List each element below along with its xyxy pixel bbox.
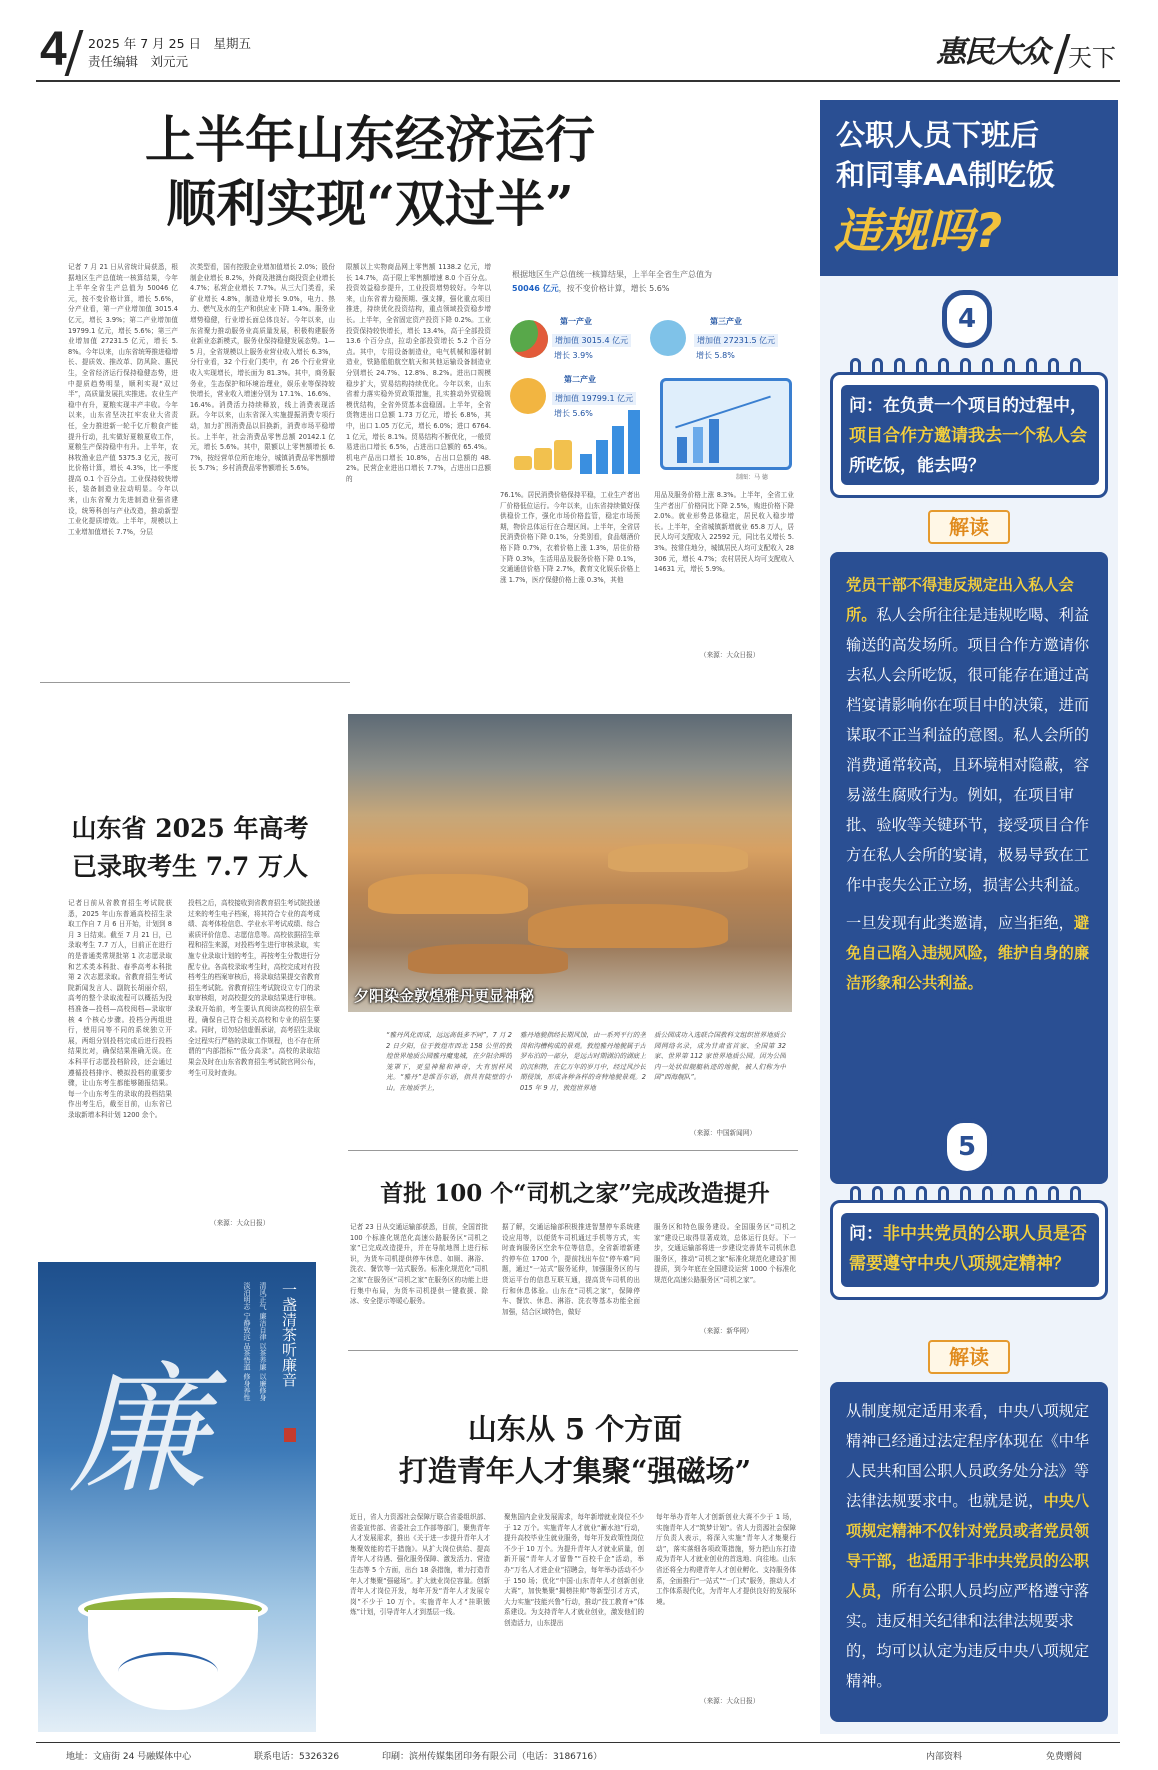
tertiary-industry-panel: [650, 316, 794, 368]
worker-icon: [510, 378, 546, 414]
gaokao-col2: 投档之后，高校接收到省教育招生考试院投递过来的考生电子档案，将其符合专业的高考成绩、高考体检信息、学业水平考试成绩、综合素质评价信息、志愿信息等。高校依据招生章程和招生来源，对投档考生进行审核录取，实施专业录取计划的考生，再按考生分数进行分配专业。各高校录取考生时，高校完成对有投档考生的档案审核后，将录取结果提交省教育招生考试院。省教育招生考试院设立专门的录取审核组，对高校提交的录取结果进行审核。录取开始前，考生要认真阅读高校的招生章程，确保自己符合相关高校和专业的招生要求。同时，切勿轻信虚假承诺，高考招生录取全过程实行严格的录取工作规程，也不存在所谓的“内部指标”“低分高录”。高校的录取结果会及时在山东省教育招生考试院官网公布，考生可及时查询。: [188, 899, 320, 1077]
secondary-added: 增加值 19799.1 亿元: [552, 392, 636, 405]
footer-internal: 内部资料: [926, 1752, 963, 1762]
gaokao-title: [40, 810, 340, 886]
qa-title-box: [820, 100, 1118, 276]
qingnian-col1: 近日，省人力资源社会保障厅联合省委组织部、省委宣传部、省委社会工作部等部门，聚焦青年人才发展需求，推出《关于进一步提升青年人才集聚效能的若干措施》。从扩大岗位供给、提高青年人才待遇、强化服务保障、激发活力、营造生态等 5 个方面，出台 18 条措施，着力打造青年人才集聚“强磁场”。扩大就业岗位容量。创新青年人才岗位开发，每年开发“青年人才发展专岗”不少于 10 万个。实施青年人才“挂职锻炼”计划，引导青年人才到基层一线。: [350, 1513, 490, 1617]
growth-bar-chart-icon: [580, 404, 650, 474]
footer-free: 免费赠阅: [1046, 1752, 1083, 1762]
siji-title: 首批 100 个“司机之家”完成改造提升: [380, 1180, 770, 1207]
editor: 责任编辑 刘元元: [88, 54, 189, 69]
footer-phone: 联系电话：5326326: [254, 1752, 340, 1762]
lead-title-line1: 上半年山东经济运行: [145, 110, 595, 169]
poster-slogan: 一盏清茶听廉音: [280, 1282, 298, 1387]
page-number: 4: [40, 23, 67, 76]
q4-answer-para1: 党员干部不得违反规定出入私人会所。私人会所往往是违规吃喝、利益输送的高发场所。项目合作方邀请你去私人会所吃饭，很可能存在通过高档宴请影响你在项目中的决策，进而谋取不正当利益的意图。私人会所的消费通常较高，且环境相对隐蔽，容易滋生腐败行为。例如，在项目审批、验收等关键环节，接受项目合作方在私人会所的宴请，极易导致在工作中丧失公正立场，损害公共利益。: [846, 576, 1089, 894]
slash-icon: [65, 30, 84, 76]
gaokao-title-line2: 已录取考生 7.7 万人: [72, 852, 308, 881]
q5-question: [841, 1213, 1099, 1287]
lead-title-line2: 顺利实现“双过半”: [166, 174, 574, 233]
lead-col3: 限额以上实物商品网上零售额 1138.2 亿元，增长 14.7%，高于限上零售额增速 8.0 个百分点。投资效益稳步提升，工业投资增势较好。今年以来，山东省着力稳预期、强支撑，强化重点项目推进，持续优化投资结构，重点领域投资稳步增长。上半年，全省固定资产投资下降 0.2%。工业投资保持较快增长，增长 13.4%，高于全部投资 13.6 个百分点，拉动全部投资增长 5.2 个百分点。其中，专用设备制造业，电气机械和器材制造业，铁路船舶航空航天和其他运输设备制造业分别增长 24.7%、12.8%、8.2%。进出口规模稳步扩大，贸易结构持续优化。今年以来，山东省着力落实稳外贸政策措施，扎实推动外贸稳规模优结构，全省外贸基本盘稳固。上半年，全省货物进出口总额 1.73 万亿元，增长 6.8%，其中，出口 1.05 万亿元，增长 6.0%；进口 6764.1 亿元，增长 8.1%。贸易结构不断优化，一般贸易进出口增长 6.5%，占进出口总额的 65.4%。机电产品出口增长 10.8%，占出口总额的 48.2%。民营企业进出口增长 7.7%，占进出口总额的: [346, 263, 491, 483]
q4-question: [841, 385, 1099, 485]
gaokao-title-line1: 山东省 2025 年高考: [71, 814, 309, 843]
q5-number-badge: [942, 1118, 992, 1176]
tertiary-growth: 增长 5.8%: [696, 351, 735, 360]
footer-printer: 印刷：滨州传媒集团印务有限公司（电话：3186716）: [382, 1752, 603, 1762]
q4-answer: [830, 552, 1108, 1184]
infographic-intro: 根据地区生产总值统一核算结果，上半年全省生产总值为 50046 亿元，按不变价格计算，增长 5.6%: [512, 270, 712, 293]
lead-col1: 记者 7 月 21 日从省统计局获悉，根据地区生产总值统一核算结果，今年上半年全省生产总值为 50046 亿元，按不变价格计算，增长 5.6%，分产业看，第一产业增加值 3015.4 亿元，增长 3.9%；第二产业增加值 19799.1 亿元，增长 5.6%；第三产业增加值 27231.5 亿元，增长 5.8%。今年以来，山东省统筹推进稳增长、提质效、推改革、防风险、惠民生，全省经济运行保持稳健态势，进中提质趋势明显，顺利实现“双过半”，高质量发展扎实推进。农业生产稳中有升，夏粮实现丰产丰收。今年以来，山东省坚决扛牢农业大省责任，全力推进新一轮千亿斤粮食产能提升行动，扎实做好夏粮夏收工作，夏粮生产保持稳中有升。上半年，农林牧渔业总产值 5375.3 亿元，按可比价格计算，增长 4.3%，比一季度提高 0.1 个百分点。工业保持较快增长，装备制造业拉动明显。今年以来，山东省聚力先进制造业强省建设，统筹科创与产业改造，推动新型工业化提质增效。上半年，规模以上工业增加值增长 7.7%，分层: [68, 263, 178, 536]
photo-col2: 雅丹地貌指经长期风蚀，由一系列平行的垄岗和沟槽构成的景观。敦煌雅丹地貌属于古罗布泊的一部分，是远古时期湖泊的湖底上的沉积物，在亿万年的岁月中，经过风沙长期侵蚀，形成各种各样的奇特地貌景观。2015 年 9 月，敦煌世界地: [520, 1031, 646, 1092]
primary-added: 增加值 3015.4 亿元: [552, 334, 631, 347]
qa-title-line2: 和同事AA制吃饭: [836, 158, 1055, 192]
divider: [348, 1150, 798, 1151]
photo-source: （来源：中国新闻网）: [690, 1129, 756, 1137]
siji-col3: 服务区和特色服务建设。全国服务区“司机之家”建设已取得显著成效，总体运行良好。下一步，交通运输部将进一步建设完善货车司机休息服务区，推动“司机之家”标准化规范化建设扩围提质，到今年底在全国建设运营 1000 个标准化规范化高速公路服务区“司机之家”。: [654, 1223, 796, 1284]
vegetable-icon: [510, 320, 548, 358]
primary-growth: 增长 3.9%: [554, 351, 593, 360]
qingnian-title-line2: 打造青年人才集聚“强磁场”: [398, 1454, 752, 1488]
lead-col5: 用品及服务价格上涨 8.3%。上半年，全省工业生产者出厂价格同比下降 2.5%，购进价格下降 2.0%。就业形势总体稳定，居民收入稳步增长。上半年，全省城镇新增就业 65.8 万人，居民人均可支配收入 22592 元，同比名义增长 5.3%。按常住地分，城镇居民人均可支配收入 28306 元，增长 4.7%；农村居民人均可支配收入 14631 元，增长 5.9%。: [654, 491, 794, 574]
tertiary-added: 增加值 27231.5 亿元: [694, 334, 778, 347]
q4-explain-tag: 解读: [928, 510, 1010, 544]
footer-address: 地址：文庙街 24 号融媒体中心: [66, 1752, 192, 1762]
yardang-formation: [608, 844, 748, 872]
qingnian-col2: 聚焦国内企业发展需求，每年新增就业岗位不少于 12 万个。实施青年人才就业“蓄水池”行动，提升高校毕业生就业服务，每年开发政策性岗位不少于 10 万个。为提升青年人才就业质量，创新开展“青年人才留鲁”“百校千企”活动，举办“万名人才进企业”招聘会，每年举办活动不少于 150 场；优化“中国·山东青年人才创新创业大赛”，加快集聚“揭榜挂帅”等新型引才方式，大力实施“技能兴鲁”行动，推动“技工教育+”体系建设。为支持青年人才就业创业，激发他们的创造活力，山东提出: [504, 1513, 644, 1627]
secondary-label: 第二产业: [564, 375, 596, 384]
page-header: [0, 0, 1158, 80]
gdp-infographic: [500, 262, 798, 484]
tertiary-label: 第三产业: [710, 317, 742, 326]
yardang-photo: [348, 714, 792, 1012]
q4-question-line2: 项目合作方邀请我去一个私人会: [849, 426, 1087, 446]
q4-question-line1: 问：在负责一个项目的过程中，: [849, 396, 1087, 416]
q5-answer-text: 从制度规定适用来看，中央八项规定精神已经通过法定程序体现在《中华人民共和国公职人员政务处分法》等法律法规要求中。也就是说，中央八项规定精神不仅针对党员或者党员领导干部，也适用于非中共党员的公职人员，所有公职人员均应严格遵守落实。违反相关纪律和法律法规要求的，均可以认定为违反中央八项规定精神。: [846, 1402, 1089, 1690]
gaokao-source: （来源：大众日报）: [210, 1219, 270, 1227]
integrity-tea-poster: [38, 1262, 316, 1732]
qa-title-line3: 违规吗?: [834, 204, 1003, 259]
masthead: 惠民大众: [936, 35, 1048, 70]
qingnian-title: [350, 1408, 800, 1492]
lead-source: （来源：大众日报）: [700, 651, 760, 659]
issue-date: 2025 年 7 月 25 日 星期五: [88, 36, 252, 51]
lead-title: [90, 108, 650, 236]
lead-col2: 次类型看，国有控股企业增加值增长 2.0%；股份制企业增长 8.2%，外商及港澳台商投资企业增长 4.7%；私营企业增长 7.7%。从三大门类看，采矿业增长 4.8%，制造业增长 9.0%，电力、热力、燃气及水的生产和供应业下降 1.4%。服务业增势稳健，行业增长面总体良好。今年以来，山东省聚力推动服务业高质量发展，积极构建服务业新业态新模式，服务业保持稳健发展态势。1—5 月，全省规模以上服务业营业收入增长 6.3%，分行业看，32 个行业门类中，有 26 个行业营业收入实现增长，增长面为 81.3%。其中，商务服务业，生态保护和环境治理业，娱乐业等保持较快增长，营业收入增速分别为 17.1%、16.6%、16.4%。消费活力持续释放，线上消费表现活跃。今年以来，山东省深入实施提振消费专项行动，加力扩围消费品以旧换新，消费市场平稳增长。上半年，社会消费品零售总额 20142.1 亿元，增长 5.6%。其中，限额以上零售额增长 6.7%，按经营单位所在地分，城镇消费品零售额增长 5.7%；乡村消费品零售额增长 5.6%。: [190, 263, 335, 473]
primary-label: 第一产业: [560, 317, 592, 326]
q5-answer: [830, 1382, 1108, 1722]
q5-question-card: [830, 1200, 1108, 1300]
qa-panel: [820, 100, 1118, 1734]
qingnian-source: （来源：大众日报）: [700, 1697, 760, 1705]
monitor-chart-icon: [660, 378, 792, 470]
divider: [348, 1350, 798, 1351]
divider: [40, 682, 350, 683]
q4-number: 4: [957, 304, 977, 334]
red-seal-icon: [284, 1428, 296, 1442]
qingnian-title-line1: 山东从 5 个方面: [467, 1412, 683, 1446]
photo-caption: 夕阳染金敦煌雅丹更显神秘: [354, 987, 535, 1005]
infographic-credit: 制图：马 德: [736, 474, 768, 481]
q5-explain-tag: 解读: [928, 1340, 1010, 1374]
q4-question-card: [830, 372, 1108, 498]
secondary-growth: 增长 5.6%: [554, 409, 593, 418]
section-name: 天下: [1068, 44, 1116, 72]
lead-col4: 76.1%。居民消费价格保持平稳，工业生产者出厂价格低位运行。今年以来，山东省持续做好保供稳价工作，强化市场价格监管，稳定市场预期，物价总体运行在合理区间。上半年，全省居民消费价格下降 0.1%，分类别看，食品烟酒价格下降 0.7%，衣着价格上涨 1.3%，居住价格下降 0.3%，生活用品及服务价格下降 0.1%，交通通信价格下降 2.7%，教育文化娱乐价格上涨 1.7%，医疗保健价格上涨 0.3%，其他: [500, 491, 640, 584]
q4-number-badge: [942, 290, 992, 348]
steam-character: 廉: [68, 1350, 209, 1513]
q5-number: 5: [957, 1132, 977, 1162]
poster-verse: 清风正气 廉洁自律 以茶养廉 以廉修身: [259, 1282, 267, 1401]
yardang-formation: [368, 874, 528, 914]
q4-question-line3: 所吃饭，能去吗？: [849, 456, 985, 476]
q5-question-text: 问：非中共党员的公职人员是否需要遵守中央八项规定精神？: [849, 1224, 1087, 1274]
coins-icon: [514, 434, 574, 472]
siji-source: （来源：新华网）: [700, 1327, 753, 1335]
qingnian-col3: 每年举办青年人才创新创业大赛不少于 1 场，实施青年人才“筑梦计划”。省人力资源社会保障厅负责人表示，将深入实施“青年人才集聚行动”，落实落细各项政策措施，努力把山东打造成为青年人才就业创业的首选地、向往地。山东省还将全力构建青年人才创业孵化、支持服务体系，全面推行“一站式”“一门式”服务，推动人才工作体系现代化，为青年人才提供良好的发展环境。: [656, 1513, 796, 1606]
primary-industry-panel: [510, 316, 630, 368]
photo-col3: 质公园成功入选联合国教科文组织世界地质公园网络名录，成为甘肃省首家、全国第 32 家、世界第 112 家世界地质公园。因为公园内一处状似舰艇轨迹的地貌，被人们称为中国“西海舰队”。: [654, 1031, 786, 1082]
gaokao-col1: 记者日前从省教育招生考试院获悉，2025 年山东普通高校招生录取工作自 7 月 6 日开始，计划到 8 月 3 日结束。截至 7 月 21 日，已录取考生 7.7 万人，目前正在进行的是普通类常规批第 1 次志愿录取和艺术类本科批、春季高考本科批第 2 次志愿录取。省教育招生考试院新闻发言人、副院长胡丽介绍，高考的整个录取流程可以概括为投档准备—投档—高校阅档—录取审核 4 个核心步骤。投档分两组进行，使用同等不同的系统独立开展，两组分别投档完成后进行投档结果比对，确保结果准确无误。在本科平行志愿投档阶段，还会通过遵循投档排序、模拟投档的重要步骤，让山东考生都能够随报结果。每一个山东考生的录取的投档结果作出考生后，截至目前，山东省已录取新增本科计划 1200 余个。: [68, 899, 172, 1119]
teacup-icon: [78, 1592, 268, 1722]
page-footer: [36, 1742, 1120, 1766]
photo-col1: “雅丹风化而成，远远高低多不同”，7 月 22 日夕阳，位于敦煌市西北 158 公里的敦煌世界地质公园雅丹魔鬼城，在夕阳余晖的笼罩下，更显神秘和神奇，大有别样风光。“雅丹”是维吾尔语，指具有陡壁的小山。在地质学上，: [386, 1031, 512, 1092]
siji-col2: 据了解，交通运输部积极推进智慧停车系统建设应用等，以便货车司机通过手机等方式，实时查询服务区空余车位等信息，全省新增新建约停车位 1700 个，提前找出车位“停车难”问题，通过“一站式”服务延伸，加强服务区的与货运平台的信息互联互通，提高货车司机的出行和休息体验。山东在“司机之家”，保障停车、餐饮、休息、淋浴、洗衣等基本功能全面加强，结合区域特色，做好: [502, 1223, 640, 1316]
poster-verse: 淡泊明志 宁静致远 品茶悟道 修身养性: [243, 1282, 251, 1401]
header-rule: [36, 80, 1120, 82]
qa-title-line1: 公职人员下班后: [836, 118, 1040, 152]
piggybank-icon: [650, 320, 686, 356]
siji-col1: 记者 23 日从交通运输部获悉，目前，全国首批 100 个标准化规范化高速公路服务区“司机之家”已完成改造提升，并在导航地图上进行标识，为货车司机提供停车休息、如厕、淋浴、洗衣、餐饮等一站式服务。标准化规范化“司机之家”在服务区“司机之家”在服务区的功能上进行集中布局，为货车司机提供一键救援、除冰、安全提示等暖心服务。: [350, 1223, 488, 1306]
q4-answer-para2: 一旦发现有此类邀请，应当拒绝，避免自己陷入违规风险，维护自身的廉洁形象和公共利益。: [846, 914, 1089, 992]
yardang-formation: [408, 944, 568, 974]
yardang-formation: [528, 904, 728, 948]
